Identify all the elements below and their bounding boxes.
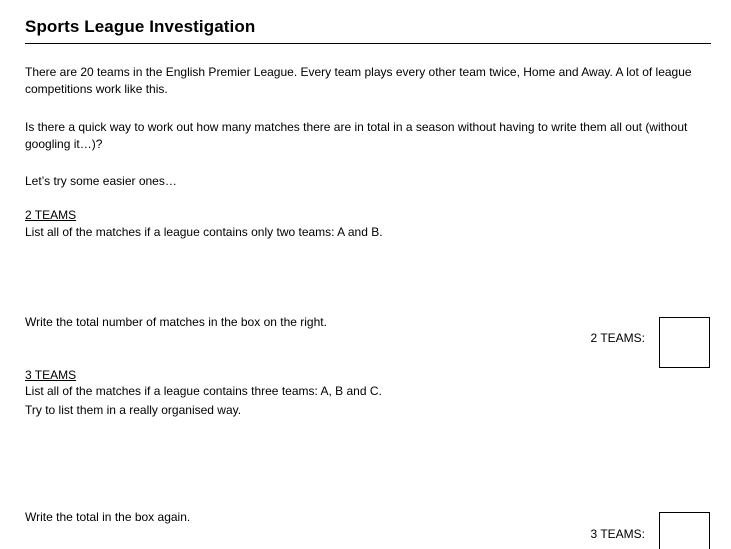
section-2-teams-heading: 2 TEAMS [25, 208, 77, 222]
intro-paragraph-1: There are 20 teams in the English Premier League. Every team plays every other team twice, Home and Away. A lot of league competitions work like this. [25, 65, 692, 96]
page-title: Sports League Investigation [25, 17, 256, 36]
section-3-teams-instruction-1: List all of the matches if a league contains three teams: A, B and C. [25, 384, 382, 398]
section-3-teams-total-prompt: Write the total in the box again. [25, 510, 191, 524]
title-underline-divider [25, 43, 711, 44]
section-2-teams-total-prompt: Write the total number of matches in the box on the right. [25, 315, 327, 329]
answer-box-label-3-teams: 3 TEAMS: [590, 527, 645, 541]
answer-box-label-2-teams: 2 TEAMS: [590, 331, 645, 345]
intro-paragraph-2: Is there a quick way to work out how many matches there are in total in a season without having to write them all out (without googling it…)? [25, 120, 688, 151]
answer-box-2-teams[interactable] [659, 317, 710, 368]
section-3-teams-instruction-2: Try to list them in a really organised way. [25, 403, 242, 417]
answer-box-3-teams[interactable] [659, 512, 710, 549]
section-3-teams-heading: 3 TEAMS [25, 368, 77, 382]
intro-paragraph-3: Let’s try some easier ones… [25, 174, 177, 188]
section-2-teams-instruction: List all of the matches if a league contains only two teams: A and B. [25, 225, 383, 239]
